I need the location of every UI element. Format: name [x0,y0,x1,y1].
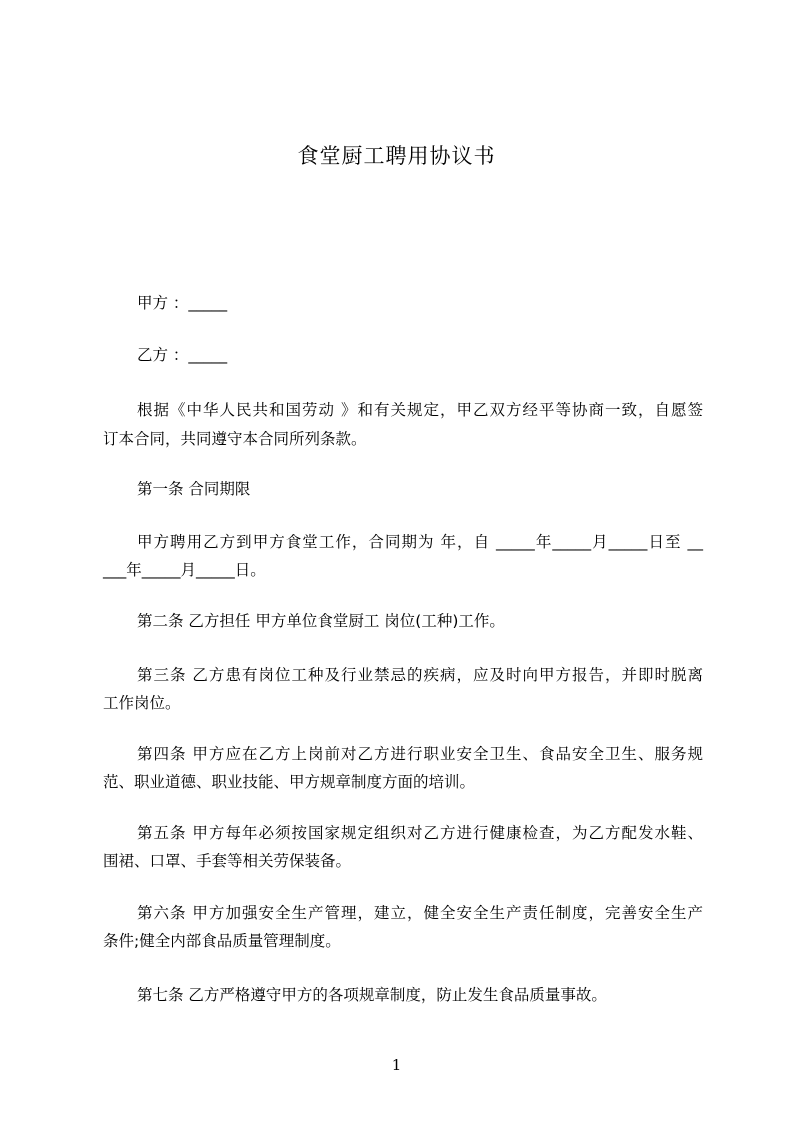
article-2: 第二条 乙方担任 甲方单位食堂厨工 岗位(工种)工作。 [137,612,505,630]
intro-line-1: 根据《中华人民共和国劳动 》和有关规定，甲乙双方经平等协商一致，自愿签 [137,401,703,419]
article-7: 第七条 乙方严格遵守甲方的各项规章制度，防止发生食品质量事故。 [137,986,607,1004]
party-b-line: 乙方 ：_____ [137,346,228,364]
article-4-line-1: 第四条 甲方应在乙方上岗前对乙方进行职业安全卫生、食品安全卫生、服务规 [137,745,703,763]
article-6-line-1: 第六条 甲方加强安全生产管理，建立，健全安全生产责任制度，完善安全生产 [137,904,703,922]
article-3-line-1: 第三条 乙方患有岗位工种及行业禁忌的疾病，应及时向甲方报告，并即时脱离 [137,666,703,684]
article-1-line-2: ___年_____月_____日。 [103,561,266,579]
article-1-heading: 第一条 合同期限 [137,480,251,498]
article-6-line-2: 条件;健全内部食品质量管理制度。 [103,932,341,950]
party-a-line: 甲方 ：_____ [137,294,228,312]
page-number: 1 [391,1056,402,1074]
article-5-line-1: 第五条 甲方每年必须按国家规定组织对乙方进行健康检查，为乙方配发水鞋、 [137,824,703,842]
article-5-line-2: 围裙、口罩、手套等相关劳保装备。 [103,852,352,870]
intro-line-2: 订本合同，共同遵守本合同所列条款。 [103,430,367,448]
article-4-line-2: 范、职业道德、职业技能、甲方规章制度方面的培训。 [103,773,476,791]
article-3-line-2: 工作岗位。 [103,694,181,712]
document-title: 食堂厨工聘用协议书 [297,144,496,168]
article-1-line-1: 甲方聘用乙方到甲方食堂工作，合同期为 年，自 _____年_____月_____日至 __ [137,533,703,551]
